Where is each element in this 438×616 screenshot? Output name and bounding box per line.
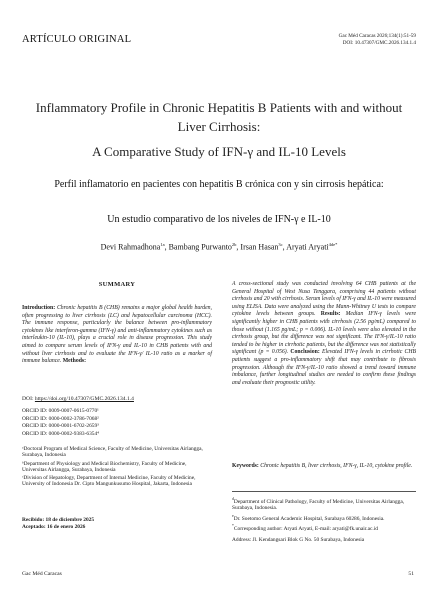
methods-text: A cross-sectional study was conducted involving 64 CHB patients at the General Hospital of West Nusa Tenggara, comprising 44 patients without cirrhosis and 20 with cirrhosis. Serum levels of IFN-γ and IL-10 were measured using ELISA. Data were analyzed using the Mann-Whitney U tests to compare cytokine levels between groups. <box>232 281 416 318</box>
author-separator: , <box>282 242 287 252</box>
footer-journal: Gac Méd Caracas <box>22 571 62 577</box>
title-spanish: Perfil inflamatorio en pacientes con hepatitis B crónica con y sin cirrosis hepática: <box>54 179 384 190</box>
subtitle-english: A Comparative Study of IFN-γ and IL-10 Levels <box>92 144 346 159</box>
introduction-label: Introduction: <box>22 305 56 311</box>
author-separator: , <box>236 242 241 252</box>
affiliation-item: ᶜDivision of Hepatology, Department of Internal Medicine, Faculty of Medicine, University of Indonesia Dr. Cipto Mangunkusumo Hospital, Jakarta, Indonesia <box>22 475 196 488</box>
title-english: Inflammatory Profile in Chronic Hepatitis B Patients with and without Liver Cirrhosis: <box>35 100 403 134</box>
results-text: Median IFN-γ levels were significantly higher in CHB patients with cirrhosis (2.56 pg/mL) compared to those without (1.165 pg/mL; p = 0.006). IL-10 levels were also elevated in the cirrhosis group, but the difference was not significant. The IFN-γ/IL-10 ratio tended to be higher in cirrhotic patients, but the difference was not statistically significant (p = 0.056). <box>232 311 417 356</box>
article-dates <box>22 517 212 532</box>
introduction-text: Chronic hepatitis B (CHB) remains a major global health burden, often progressing to liver cirrhosis (LC) and hepatocellular carcinoma (HCC). The immune response, particularly the balance between pro-inflammatory cytokines like interferon-gamma (IFN-γ) and anti-inflammatory cytokines such as interleukin-10 (IL-10), plays a crucial role in disease progression. This study aimed to compare serum levels of IFN-γ and IL-10 in CHB patients with and without liver cirrhosis and to evaluate the IFN-γ/ IL-10 ratio as a marker of immune balance. <box>22 305 212 365</box>
conclusion-text: Elevated IFN-γ levels in cirrhotic CHB patients suggest a pro-inflammatory shift that may contribute to fibrosis progression. Although the IFN-γ/IL-10 ratio showed a trend toward immune imbalance, further longitudinal studies are needed to confirm these findings and evaluate their prognostic utility. <box>232 349 417 386</box>
affiliation-item: $^d$Department of Clinical Pathology, Faculty of Medicine, Universitas Airlangga, Surabaya, Indonesia. <box>232 497 405 512</box>
journal-volume: Gac Méd Caracas 2026;134(1):51-59 <box>338 33 416 39</box>
orcid-item[interactable]: ORCID ID: 0000-0002-3786-7068² <box>22 415 99 422</box>
page-number: 51 <box>408 571 414 577</box>
journal-doi: DOI: 10.47307/GMC.2026.134.1.4 <box>342 40 416 46</box>
author-affiliation-mark: 4de* <box>328 242 338 247</box>
affiliation-item: $^e$Dr. Soetomo General Academic Hospital, Surabaya 60286, Indonesia. <box>232 513 385 522</box>
doi-label: DOI: <box>22 396 34 402</box>
affiliations-left <box>22 446 212 490</box>
orcid-list <box>22 408 212 438</box>
abstract-part-2 <box>232 281 416 461</box>
conclusion-label: Conclusion: <box>290 349 320 356</box>
keywords-label: Keywords: <box>232 463 259 469</box>
subtitle-spanish: Un estudio comparativo de los niveles de IFN-γ e IL-10 <box>107 214 331 225</box>
affiliation-item: ᵇDepartment of Physiology and Medical Biochemistry, Faculty of Medicine, Universitas Airlangga, Surabaya, Indonesia <box>22 460 187 473</box>
author-affiliation-mark: 2b <box>231 242 237 247</box>
doi-link[interactable]: https://doi.org/10.47307/GMC.2026.134.1.4 <box>34 396 134 402</box>
author-affiliation-mark: 1a <box>160 242 165 247</box>
orcid-item[interactable]: ORCID ID: 0000-0002-9383-6354⁴ <box>22 430 100 437</box>
author-name: Aryati Aryati <box>286 242 329 252</box>
summary-heading: SUMMARY <box>98 281 136 288</box>
results-label: Results: <box>320 311 341 318</box>
author-separator: , <box>164 242 169 252</box>
orcid-item[interactable]: ORCID ID: 0009-0007-0615-0770¹ <box>22 408 99 414</box>
affiliation-item: ᵃDoctoral Program of Medical Science, Faculty of Medicine, Universitas Airlangga, Surabaya, Indonesia <box>22 446 203 459</box>
affiliations-right <box>232 496 416 544</box>
methods-label: Methods: <box>62 358 87 365</box>
footnote-divider <box>232 491 416 492</box>
affiliation-mark: e <box>232 513 234 518</box>
author-affiliation-mark: 3c <box>278 242 283 247</box>
corresponding-author: *Corresponding author: Aryati Aryati, E-mail: aryati@fk.unair.ac.id <box>232 524 378 533</box>
abstract-part-1 <box>22 305 212 400</box>
accepted-date: Aceptado: 16 de enero 2026 <box>22 524 86 531</box>
keywords-text: Chronic hepatitis B, liver cirrhosis, IFN-γ, IL-10, cytokine profile. <box>260 463 413 469</box>
author-name: Devi Rahmadhona <box>100 242 161 252</box>
author-name: Irsan Hasan <box>240 242 279 252</box>
journal-citation <box>266 33 416 47</box>
author-name: Bambang Purwanto <box>168 242 232 252</box>
affiliation-mark: * <box>232 524 234 529</box>
received-date: Recibido: 18 de diciembre 2025 <box>22 517 95 523</box>
orcid-item[interactable]: ORCID ID: 0000-0001-6702-2659³ <box>22 423 99 430</box>
doi-line <box>22 396 212 402</box>
keywords <box>232 463 416 471</box>
affiliation-mark: d <box>232 497 234 501</box>
section-label: ARTÍCULO ORIGINAL <box>22 34 132 45</box>
author-address: Address: Jl. Kendangsari Blok G No. 50 Surabaya, Indonesia <box>232 536 365 543</box>
author-list <box>26 242 412 252</box>
